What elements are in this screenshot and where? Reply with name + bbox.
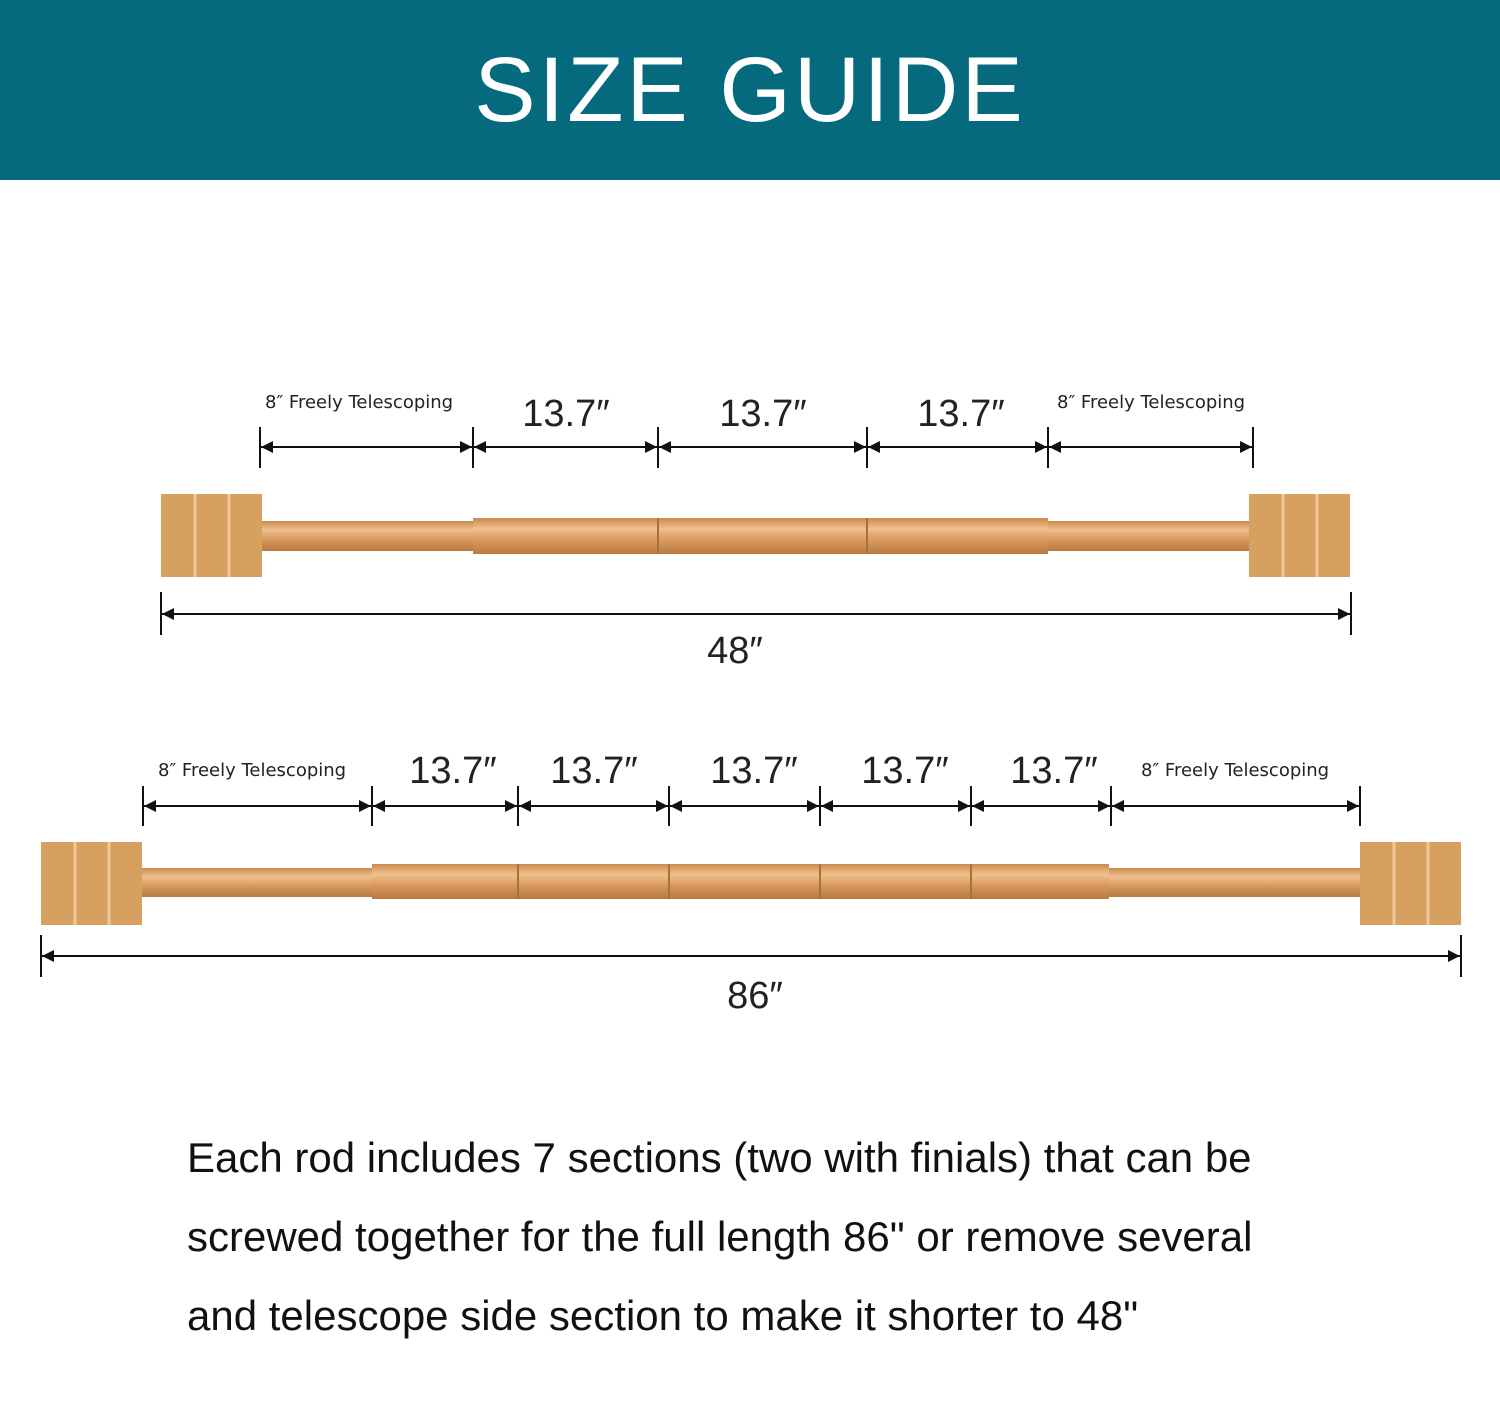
description-text: Each rod includes 7 sections (two with finials) that can be screwed together for the full length 86" or remove several and telescope side section to make it shorter to 48" [187, 1134, 1253, 1339]
dimension-lines [143, 786, 1360, 826]
right-telescoping-label: 8″ Freely Telescoping [1141, 760, 1330, 781]
section-label: 13.7″ [1010, 750, 1098, 792]
short-rod-diagram [161, 392, 1351, 672]
left-telescoping-label: 8″ Freely Telescoping [265, 392, 454, 413]
right-telescoping-label: 8″ Freely Telescoping [1057, 392, 1246, 413]
finial-left [161, 494, 262, 577]
left-telescoping-label: 8″ Freely Telescoping [158, 760, 347, 781]
total-dimension [41, 935, 1461, 977]
total-dimension [161, 592, 1351, 635]
section-label: 13.7″ [710, 750, 798, 792]
total-length-label: 48″ [707, 630, 763, 672]
section-label: 13.7″ [522, 393, 610, 435]
size-diagram [0, 180, 1500, 1080]
page-title: SIZE GUIDE [474, 38, 1026, 141]
finial-left [41, 842, 142, 925]
section-label: 13.7″ [550, 750, 638, 792]
finial-right [1249, 494, 1350, 577]
section-label: 13.7″ [917, 393, 1005, 435]
section-label: 13.7″ [719, 393, 807, 435]
total-length-label: 86″ [727, 975, 783, 1017]
rod-86 [41, 842, 1461, 925]
finial-right [1360, 842, 1461, 925]
long-rod-diagram [41, 750, 1461, 1017]
rod-48 [161, 494, 1350, 577]
section-label: 13.7″ [861, 750, 949, 792]
header-banner [0, 0, 1500, 180]
section-label: 13.7″ [409, 750, 497, 792]
